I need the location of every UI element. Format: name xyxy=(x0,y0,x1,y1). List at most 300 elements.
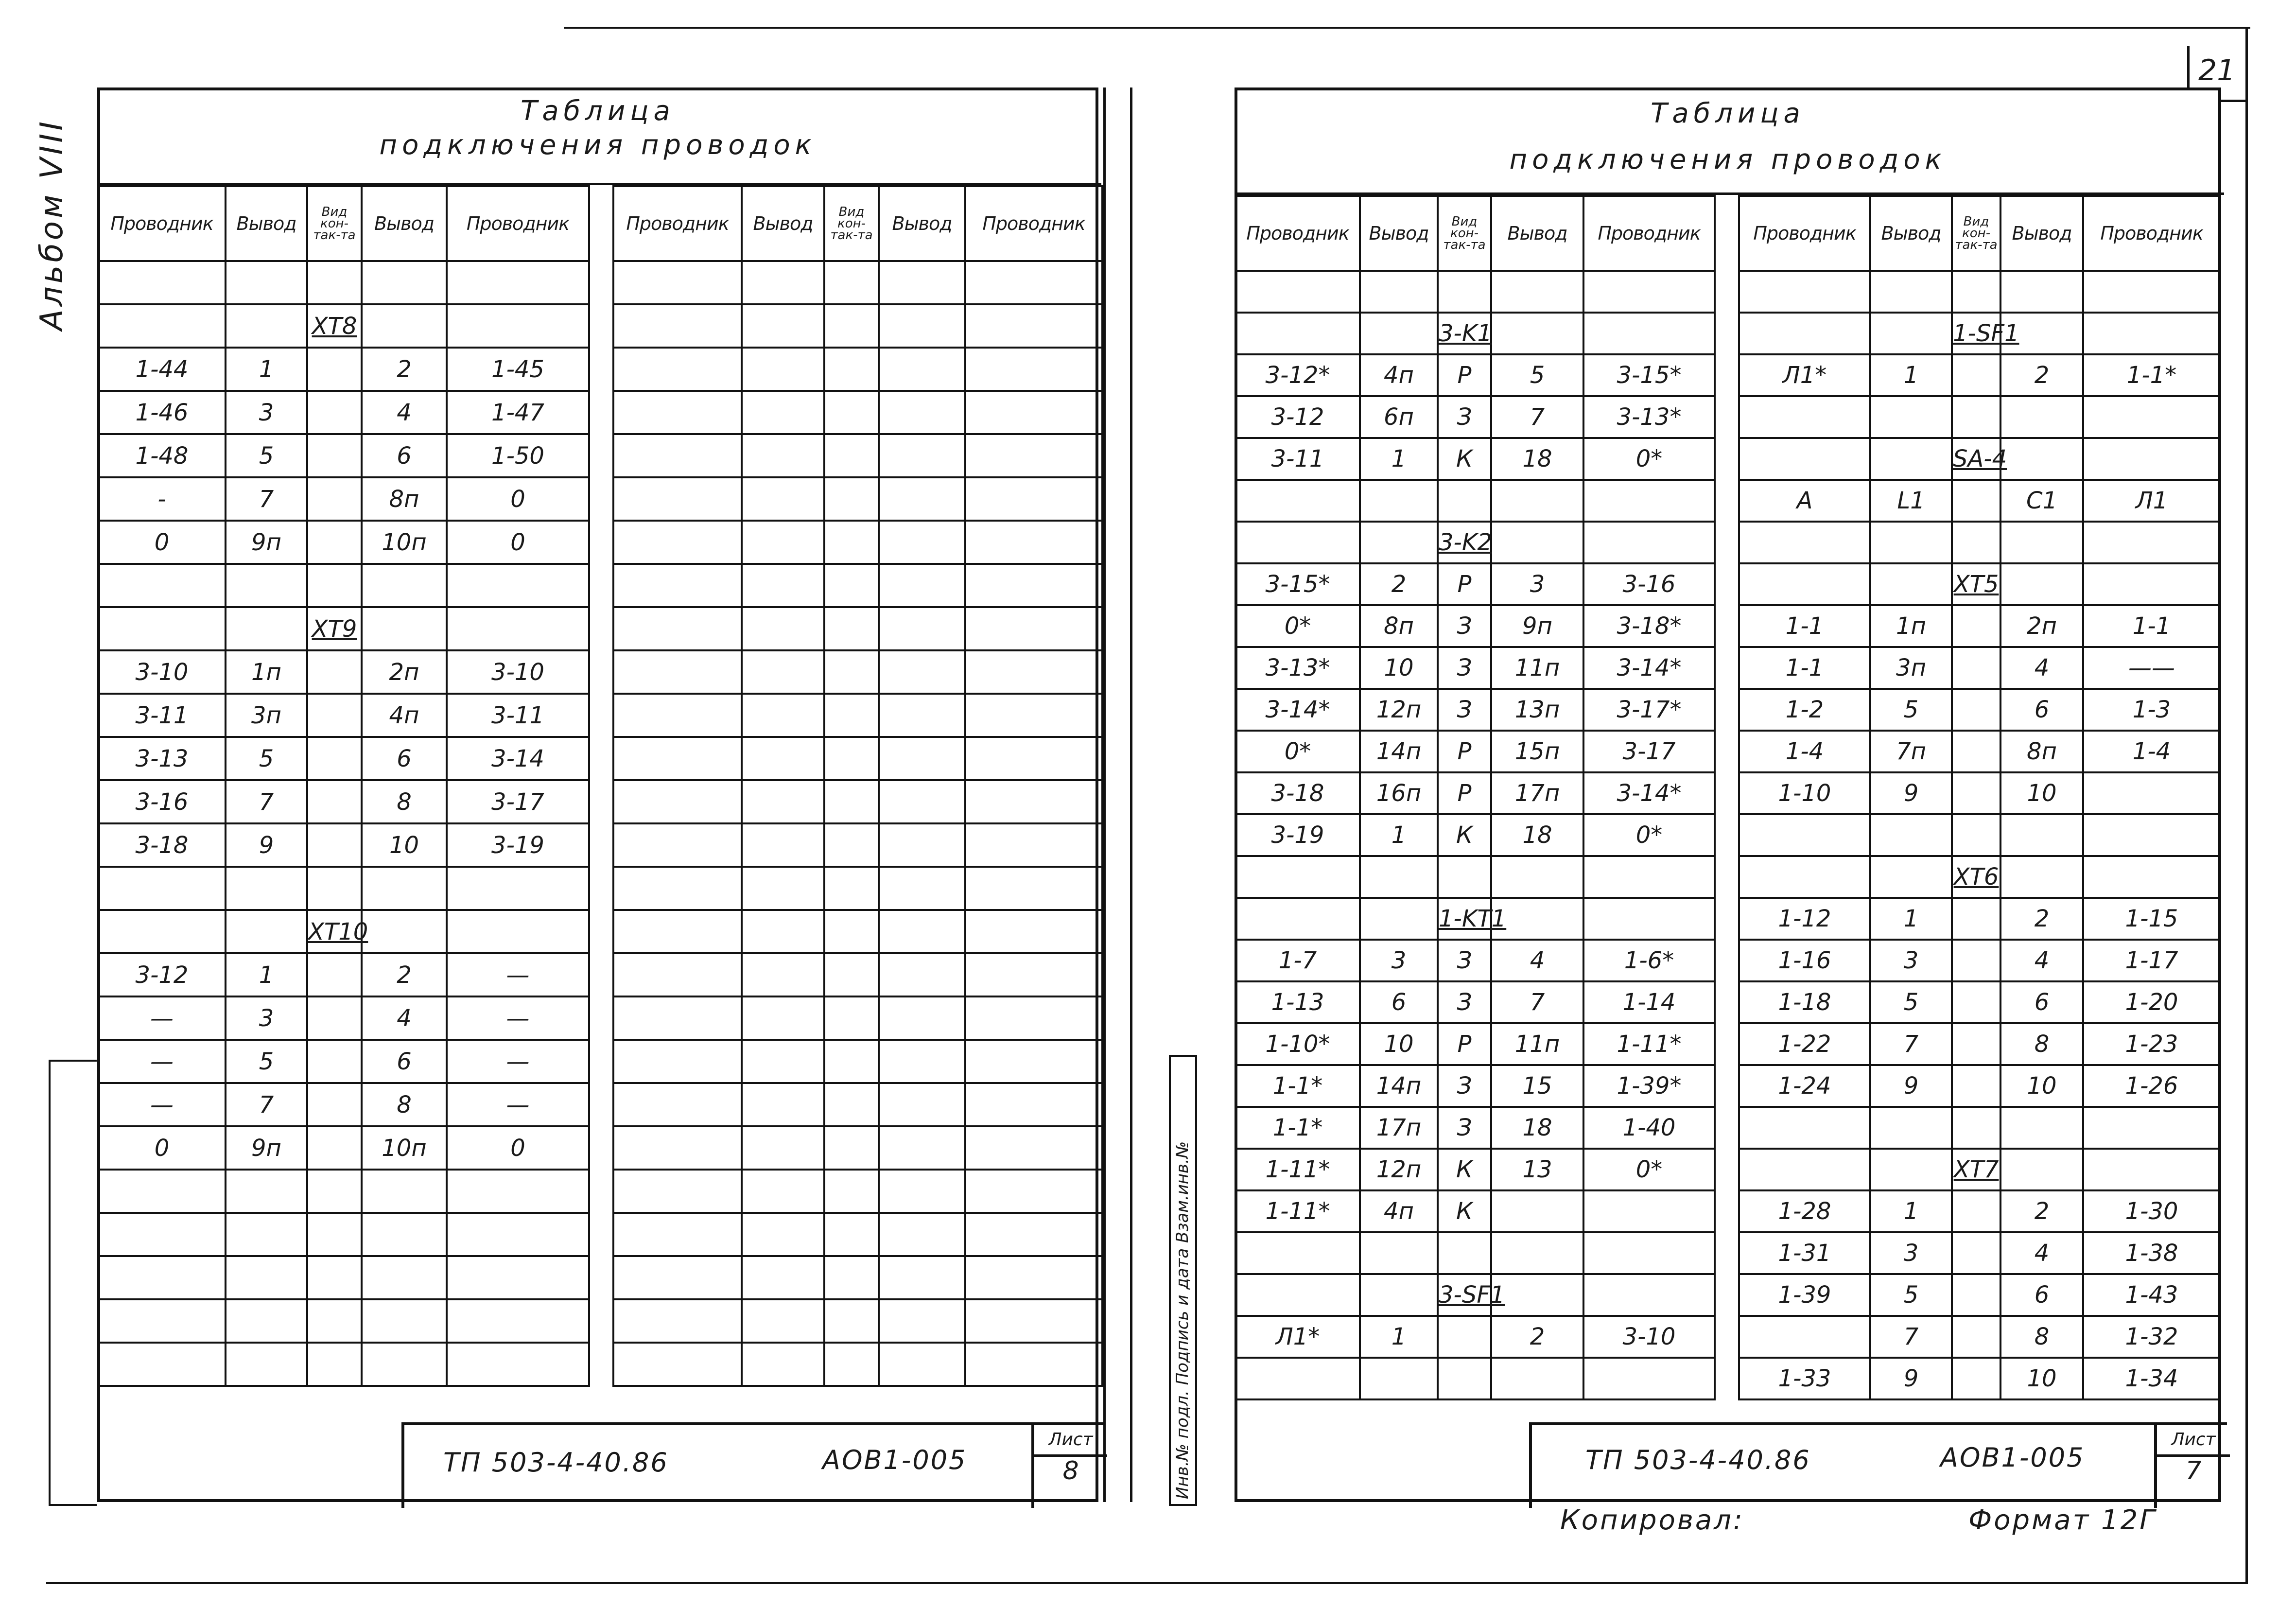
col-header-contact-type: Вид кон-так-та xyxy=(1952,196,2000,271)
document-code: АОВ1-005 xyxy=(822,1445,967,1475)
terminal-cell xyxy=(1491,1232,1583,1274)
project-code: ТП 503-4-40.86 xyxy=(443,1447,669,1478)
conductor-cell xyxy=(1235,856,1360,898)
title-block xyxy=(1529,1422,2227,1508)
contact-type-cell xyxy=(1952,1316,2000,1358)
terminal-cell xyxy=(879,521,965,564)
conductor-cell xyxy=(1739,563,1870,605)
terminal-cell xyxy=(742,910,824,953)
terminal-cell: 13п xyxy=(1491,689,1583,731)
terminal-cell xyxy=(879,780,965,823)
terminal-cell: 16п xyxy=(1360,772,1438,814)
conductor-cell: 3-17* xyxy=(1583,689,1715,731)
terminal-cell: 2 xyxy=(1360,563,1438,605)
contact-type-cell xyxy=(307,1343,362,1386)
contact-type-cell: SA-4 xyxy=(1952,438,2000,480)
terminal-cell xyxy=(742,650,824,694)
conductor-cell xyxy=(613,477,742,521)
conductor-cell xyxy=(2083,1149,2220,1190)
terminal-cell xyxy=(2000,522,2083,563)
conductor-cell xyxy=(447,1213,589,1256)
col-header-terminal: Вывод xyxy=(879,186,965,261)
table-row xyxy=(613,650,1102,694)
contact-type-cell xyxy=(1438,856,1491,898)
conductor-cell xyxy=(613,953,742,996)
contact-type-cell: XT10 xyxy=(307,910,362,953)
terminal-cell xyxy=(1870,271,1952,313)
table-row xyxy=(1739,271,2220,313)
conductor-cell xyxy=(613,434,742,477)
table-row xyxy=(613,953,1102,996)
table-row xyxy=(98,1256,589,1299)
conductor-cell: — xyxy=(447,953,589,996)
conductor-cell xyxy=(1739,313,1870,354)
terminal-cell: 4п xyxy=(362,694,447,737)
terminal-cell xyxy=(879,910,965,953)
contact-type-cell xyxy=(824,780,879,823)
terminal-cell xyxy=(879,1213,965,1256)
terminal-cell xyxy=(2000,438,2083,480)
terminal-cell xyxy=(1360,1232,1438,1274)
conductor-cell xyxy=(447,261,589,304)
table-row xyxy=(1235,1274,1715,1316)
table-row xyxy=(98,607,589,650)
table-row xyxy=(1739,396,2220,438)
conductor-cell: 1-1* xyxy=(1235,1065,1360,1107)
binding-strip xyxy=(1103,87,1132,1502)
table-row xyxy=(613,521,1102,564)
terminal-cell xyxy=(742,1083,824,1126)
conductor-cell xyxy=(447,564,589,607)
contact-type-cell: З xyxy=(1438,647,1491,689)
conductor-cell xyxy=(1739,396,1870,438)
table-row xyxy=(1235,605,1715,647)
terminal-cell xyxy=(742,1299,824,1343)
contact-type-cell xyxy=(824,867,879,910)
table-row xyxy=(1235,1065,1715,1107)
table-row xyxy=(98,1343,589,1386)
contact-type-cell: 1-SF1 xyxy=(1952,313,2000,354)
conductor-cell: 1-46 xyxy=(98,391,226,434)
format-label: Формат 12Г xyxy=(1968,1504,2157,1536)
terminal-cell: 14п xyxy=(1360,731,1438,772)
terminal-cell xyxy=(362,1256,447,1299)
terminal-cell xyxy=(1870,522,1952,563)
conductor-cell xyxy=(1739,814,1870,856)
conductor-cell: 1-12 xyxy=(1739,898,1870,940)
conductor-cell: - xyxy=(98,477,226,521)
terminal-cell: 1 xyxy=(1360,814,1438,856)
contact-type-cell xyxy=(1952,981,2000,1023)
terminal-cell: 2 xyxy=(362,348,447,391)
contact-type-cell: З xyxy=(1438,605,1491,647)
conductor-cell xyxy=(613,694,742,737)
terminal-cell xyxy=(1360,271,1438,313)
conductor-cell xyxy=(98,304,226,348)
terminal-cell: 4 xyxy=(2000,647,2083,689)
contact-type-cell xyxy=(1952,689,2000,731)
terminal-cell xyxy=(879,1126,965,1170)
table-row xyxy=(1739,772,2220,814)
table-row xyxy=(98,910,589,953)
top-border-line xyxy=(564,27,2250,29)
table-row xyxy=(1235,689,1715,731)
table-row xyxy=(1235,981,1715,1023)
conductor-cell xyxy=(2083,772,2220,814)
contact-type-cell: З xyxy=(1438,981,1491,1023)
terminal-cell xyxy=(2000,271,2083,313)
conductor-cell xyxy=(613,737,742,780)
contact-type-cell xyxy=(307,694,362,737)
conductor-cell xyxy=(613,996,742,1040)
table-row xyxy=(1739,898,2220,940)
conductor-cell xyxy=(965,607,1102,650)
terminal-cell xyxy=(742,780,824,823)
terminal-cell: 8 xyxy=(2000,1023,2083,1065)
terminal-cell: 3п xyxy=(226,694,307,737)
conductor-cell xyxy=(1583,898,1715,940)
terminal-cell xyxy=(879,694,965,737)
table-title: Таблица xyxy=(1651,98,1805,129)
table-row xyxy=(1739,1316,2220,1358)
table-row xyxy=(1235,898,1715,940)
terminal-cell: 5 xyxy=(1491,354,1583,396)
terminal-cell: 1 xyxy=(1870,354,1952,396)
terminal-cell: 10 xyxy=(1360,1023,1438,1065)
terminal-cell xyxy=(879,348,965,391)
terminal-cell: 1 xyxy=(1360,438,1438,480)
terminal-cell: 6п xyxy=(1360,396,1438,438)
table-row xyxy=(1739,438,2220,480)
contact-type-cell xyxy=(307,780,362,823)
conductor-cell: 1-45 xyxy=(447,348,589,391)
contact-type-cell xyxy=(1952,772,2000,814)
conductor-cell xyxy=(98,607,226,650)
table-row xyxy=(613,780,1102,823)
terminal-cell xyxy=(1360,1274,1438,1316)
conductor-cell: 3-18 xyxy=(1235,772,1360,814)
terminal-cell: 5 xyxy=(1870,981,1952,1023)
contact-type-cell xyxy=(824,1170,879,1213)
conductor-cell: 0* xyxy=(1583,438,1715,480)
table-row xyxy=(1235,1358,1715,1399)
contact-type-cell xyxy=(824,1126,879,1170)
contact-type-cell xyxy=(1952,1358,2000,1399)
contact-type-cell xyxy=(1952,480,2000,522)
conductor-cell xyxy=(613,823,742,867)
terminal-cell: 9п xyxy=(226,1126,307,1170)
conductor-cell: 3-14* xyxy=(1583,772,1715,814)
conductor-cell: 1-38 xyxy=(2083,1232,2220,1274)
table-row xyxy=(1235,814,1715,856)
terminal-cell xyxy=(1491,480,1583,522)
conductor-cell xyxy=(965,780,1102,823)
terminal-cell xyxy=(1360,856,1438,898)
terminal-cell xyxy=(742,737,824,780)
col-header-terminal: Вывод xyxy=(1360,196,1438,271)
table-row xyxy=(613,996,1102,1040)
table-row xyxy=(1235,856,1715,898)
conductor-cell: 1-48 xyxy=(98,434,226,477)
conductor-cell: 1-14 xyxy=(1583,981,1715,1023)
contact-type-cell xyxy=(824,737,879,780)
contact-type-cell xyxy=(824,650,879,694)
conductor-cell xyxy=(447,867,589,910)
terminal-cell: 4п xyxy=(1360,354,1438,396)
conductor-cell: 1-10 xyxy=(1739,772,1870,814)
conductor-cell: 3-16 xyxy=(98,780,226,823)
conductor-cell xyxy=(1235,898,1360,940)
conductor-cell: 3-11 xyxy=(1235,438,1360,480)
contact-type-cell xyxy=(824,1299,879,1343)
table-row xyxy=(613,304,1102,348)
terminal-cell xyxy=(879,953,965,996)
conductor-cell: 0* xyxy=(1235,731,1360,772)
conductor-cell: 1-32 xyxy=(2083,1316,2220,1358)
col-header-terminal: Вывод xyxy=(1870,196,1952,271)
table-row xyxy=(1739,856,2220,898)
terminal-cell: 7 xyxy=(1491,396,1583,438)
conductor-cell: 1-26 xyxy=(2083,1065,2220,1107)
conductor-cell: 0* xyxy=(1583,814,1715,856)
terminal-cell: 1п xyxy=(1870,605,1952,647)
col-header-conductor: Проводник xyxy=(98,186,226,261)
conductor-cell: 3-14 xyxy=(447,737,589,780)
table-row xyxy=(613,1213,1102,1256)
conductor-cell: 1-11* xyxy=(1235,1190,1360,1232)
conductor-cell xyxy=(965,261,1102,304)
conductor-cell xyxy=(613,564,742,607)
conductor-cell: — xyxy=(98,996,226,1040)
terminal-cell xyxy=(1360,480,1438,522)
terminal-cell: 10 xyxy=(2000,1358,2083,1399)
table-row xyxy=(1235,354,1715,396)
conductor-cell: 3-15* xyxy=(1235,563,1360,605)
conductor-cell: — xyxy=(98,1040,226,1083)
contact-type-cell: Р xyxy=(1438,1023,1491,1065)
table-row xyxy=(98,1040,589,1083)
table-row xyxy=(613,564,1102,607)
sheet-number: 8 xyxy=(1062,1456,1079,1486)
sheet-number-box xyxy=(2154,1425,2230,1508)
conductor-cell: 1-39 xyxy=(1739,1274,1870,1316)
table-row xyxy=(613,1083,1102,1126)
conductor-cell: 0 xyxy=(447,477,589,521)
terminal-cell xyxy=(226,867,307,910)
conductor-cell xyxy=(447,607,589,650)
contact-type-cell xyxy=(1952,1065,2000,1107)
conductor-cell xyxy=(1235,480,1360,522)
conductor-cell: 1-44 xyxy=(98,348,226,391)
terminal-cell xyxy=(226,564,307,607)
terminal-cell xyxy=(879,564,965,607)
conductor-cell: 1-6* xyxy=(1583,940,1715,981)
conductor-cell: 3-10 xyxy=(447,650,589,694)
contact-type-cell: К xyxy=(1438,438,1491,480)
contact-type-cell xyxy=(307,1256,362,1299)
terminal-cell: 3 xyxy=(1360,940,1438,981)
terminal-cell xyxy=(879,867,965,910)
conductor-cell: 1-11* xyxy=(1583,1023,1715,1065)
conductor-cell xyxy=(613,1213,742,1256)
conductor-cell: — xyxy=(447,1040,589,1083)
terminal-cell: 6 xyxy=(362,737,447,780)
conductor-cell: — xyxy=(447,1083,589,1126)
contact-type-cell: З xyxy=(1438,1107,1491,1149)
conductor-cell xyxy=(965,823,1102,867)
contact-type-cell xyxy=(824,1256,879,1299)
table-subtitle: подключения проводок xyxy=(379,129,817,161)
contact-type-cell: К xyxy=(1438,1149,1491,1190)
conductor-cell xyxy=(447,304,589,348)
terminal-cell xyxy=(2000,563,2083,605)
conductor-cell xyxy=(613,1299,742,1343)
terminal-cell xyxy=(226,1299,307,1343)
contact-type-cell: XT7 xyxy=(1952,1149,2000,1190)
terminal-cell: 6 xyxy=(2000,689,2083,731)
terminal-cell: 9 xyxy=(1870,1065,1952,1107)
terminal-cell: 13 xyxy=(1491,1149,1583,1190)
terminal-cell: 8п xyxy=(362,477,447,521)
terminal-cell xyxy=(879,477,965,521)
table-row xyxy=(98,304,589,348)
terminal-cell xyxy=(2000,396,2083,438)
document-code: АОВ1-005 xyxy=(1940,1442,2085,1473)
table-row xyxy=(1235,647,1715,689)
table-row xyxy=(1739,731,2220,772)
conductor-cell xyxy=(1739,1107,1870,1149)
conductor-cell xyxy=(1235,522,1360,563)
terminal-cell xyxy=(879,1083,965,1126)
conductor-cell xyxy=(965,348,1102,391)
terminal-cell xyxy=(1870,396,1952,438)
contact-type-cell xyxy=(307,823,362,867)
table-row xyxy=(1739,1065,2220,1107)
conductor-cell xyxy=(965,910,1102,953)
contact-type-cell xyxy=(824,694,879,737)
terminal-cell: 10 xyxy=(1360,647,1438,689)
contact-type-cell: 3-SF1 xyxy=(1438,1274,1491,1316)
conductor-cell xyxy=(613,304,742,348)
terminal-cell: 2 xyxy=(362,953,447,996)
terminal-cell xyxy=(879,737,965,780)
terminal-cell: 8 xyxy=(2000,1316,2083,1358)
conductor-cell xyxy=(98,867,226,910)
table-row xyxy=(1739,647,2220,689)
terminal-cell xyxy=(742,261,824,304)
right-sheet xyxy=(1235,87,2221,1502)
conductor-cell xyxy=(1235,313,1360,354)
contact-type-cell xyxy=(1952,1107,2000,1149)
terminal-cell xyxy=(742,521,824,564)
conductor-cell: 1-43 xyxy=(2083,1274,2220,1316)
terminal-cell xyxy=(1491,1274,1583,1316)
conductor-cell xyxy=(1583,480,1715,522)
bottom-border-line xyxy=(46,1582,2248,1584)
terminal-cell xyxy=(742,607,824,650)
terminal-cell xyxy=(226,261,307,304)
conductor-cell: 1-30 xyxy=(2083,1190,2220,1232)
conductor-cell xyxy=(613,1083,742,1126)
table-row xyxy=(98,1299,589,1343)
table-row xyxy=(98,477,589,521)
conductor-cell: А xyxy=(1739,480,1870,522)
table-row xyxy=(1235,1023,1715,1065)
terminal-cell xyxy=(879,607,965,650)
conductor-cell xyxy=(613,1126,742,1170)
conductor-cell: 0* xyxy=(1583,1149,1715,1190)
terminal-cell xyxy=(742,996,824,1040)
conductor-cell: 3-14* xyxy=(1583,647,1715,689)
terminal-cell xyxy=(1491,1190,1583,1232)
terminal-cell xyxy=(1870,563,1952,605)
contact-type-cell: 3-K1 xyxy=(1438,313,1491,354)
terminal-cell xyxy=(1870,438,1952,480)
table-row xyxy=(98,694,589,737)
contact-type-cell xyxy=(1952,522,2000,563)
conductor-cell: 3-13* xyxy=(1235,647,1360,689)
conductor-cell xyxy=(98,1256,226,1299)
conductor-cell xyxy=(447,910,589,953)
conductor-cell: 3-17 xyxy=(447,780,589,823)
terminal-cell xyxy=(742,1213,824,1256)
conductor-cell: —— xyxy=(2083,647,2220,689)
right-border-line xyxy=(2245,27,2248,1582)
terminal-cell xyxy=(226,1256,307,1299)
conductor-cell xyxy=(1739,522,1870,563)
terminal-cell xyxy=(1491,856,1583,898)
conductor-cell xyxy=(613,1040,742,1083)
conductor-cell: 1-7 xyxy=(1235,940,1360,981)
terminal-cell xyxy=(1870,856,1952,898)
table-row xyxy=(1739,1190,2220,1232)
table-row xyxy=(1235,1107,1715,1149)
conductor-cell xyxy=(1235,1274,1360,1316)
conductor-cell xyxy=(98,564,226,607)
table-row xyxy=(1739,354,2220,396)
conductor-cell xyxy=(613,867,742,910)
terminal-cell xyxy=(1870,1107,1952,1149)
contact-type-cell xyxy=(824,953,879,996)
contact-type-cell xyxy=(824,304,879,348)
conductor-cell: 1-22 xyxy=(1739,1023,1870,1065)
table-row xyxy=(1235,563,1715,605)
table-row xyxy=(1235,772,1715,814)
conductor-cell xyxy=(2083,856,2220,898)
sheet-number-box xyxy=(1031,1425,1107,1508)
terminal-cell: 18 xyxy=(1491,1107,1583,1149)
contact-type-cell xyxy=(824,564,879,607)
conductor-cell: 3-15* xyxy=(1583,354,1715,396)
conductor-cell xyxy=(613,650,742,694)
terminal-cell xyxy=(362,867,447,910)
terminal-cell: 9 xyxy=(226,823,307,867)
terminal-cell xyxy=(879,1343,965,1386)
table-row xyxy=(1739,563,2220,605)
terminal-cell xyxy=(1491,313,1583,354)
terminal-cell xyxy=(226,1213,307,1256)
contact-type-cell: Р xyxy=(1438,354,1491,396)
table-row xyxy=(98,996,589,1040)
terminal-cell xyxy=(742,434,824,477)
conductor-cell xyxy=(1583,1274,1715,1316)
table-row xyxy=(613,1170,1102,1213)
conductor-cell: 3-11 xyxy=(447,694,589,737)
table-row xyxy=(613,867,1102,910)
terminal-cell: 2 xyxy=(2000,898,2083,940)
conductor-cell: 3-10 xyxy=(1583,1316,1715,1358)
conductor-cell xyxy=(965,304,1102,348)
